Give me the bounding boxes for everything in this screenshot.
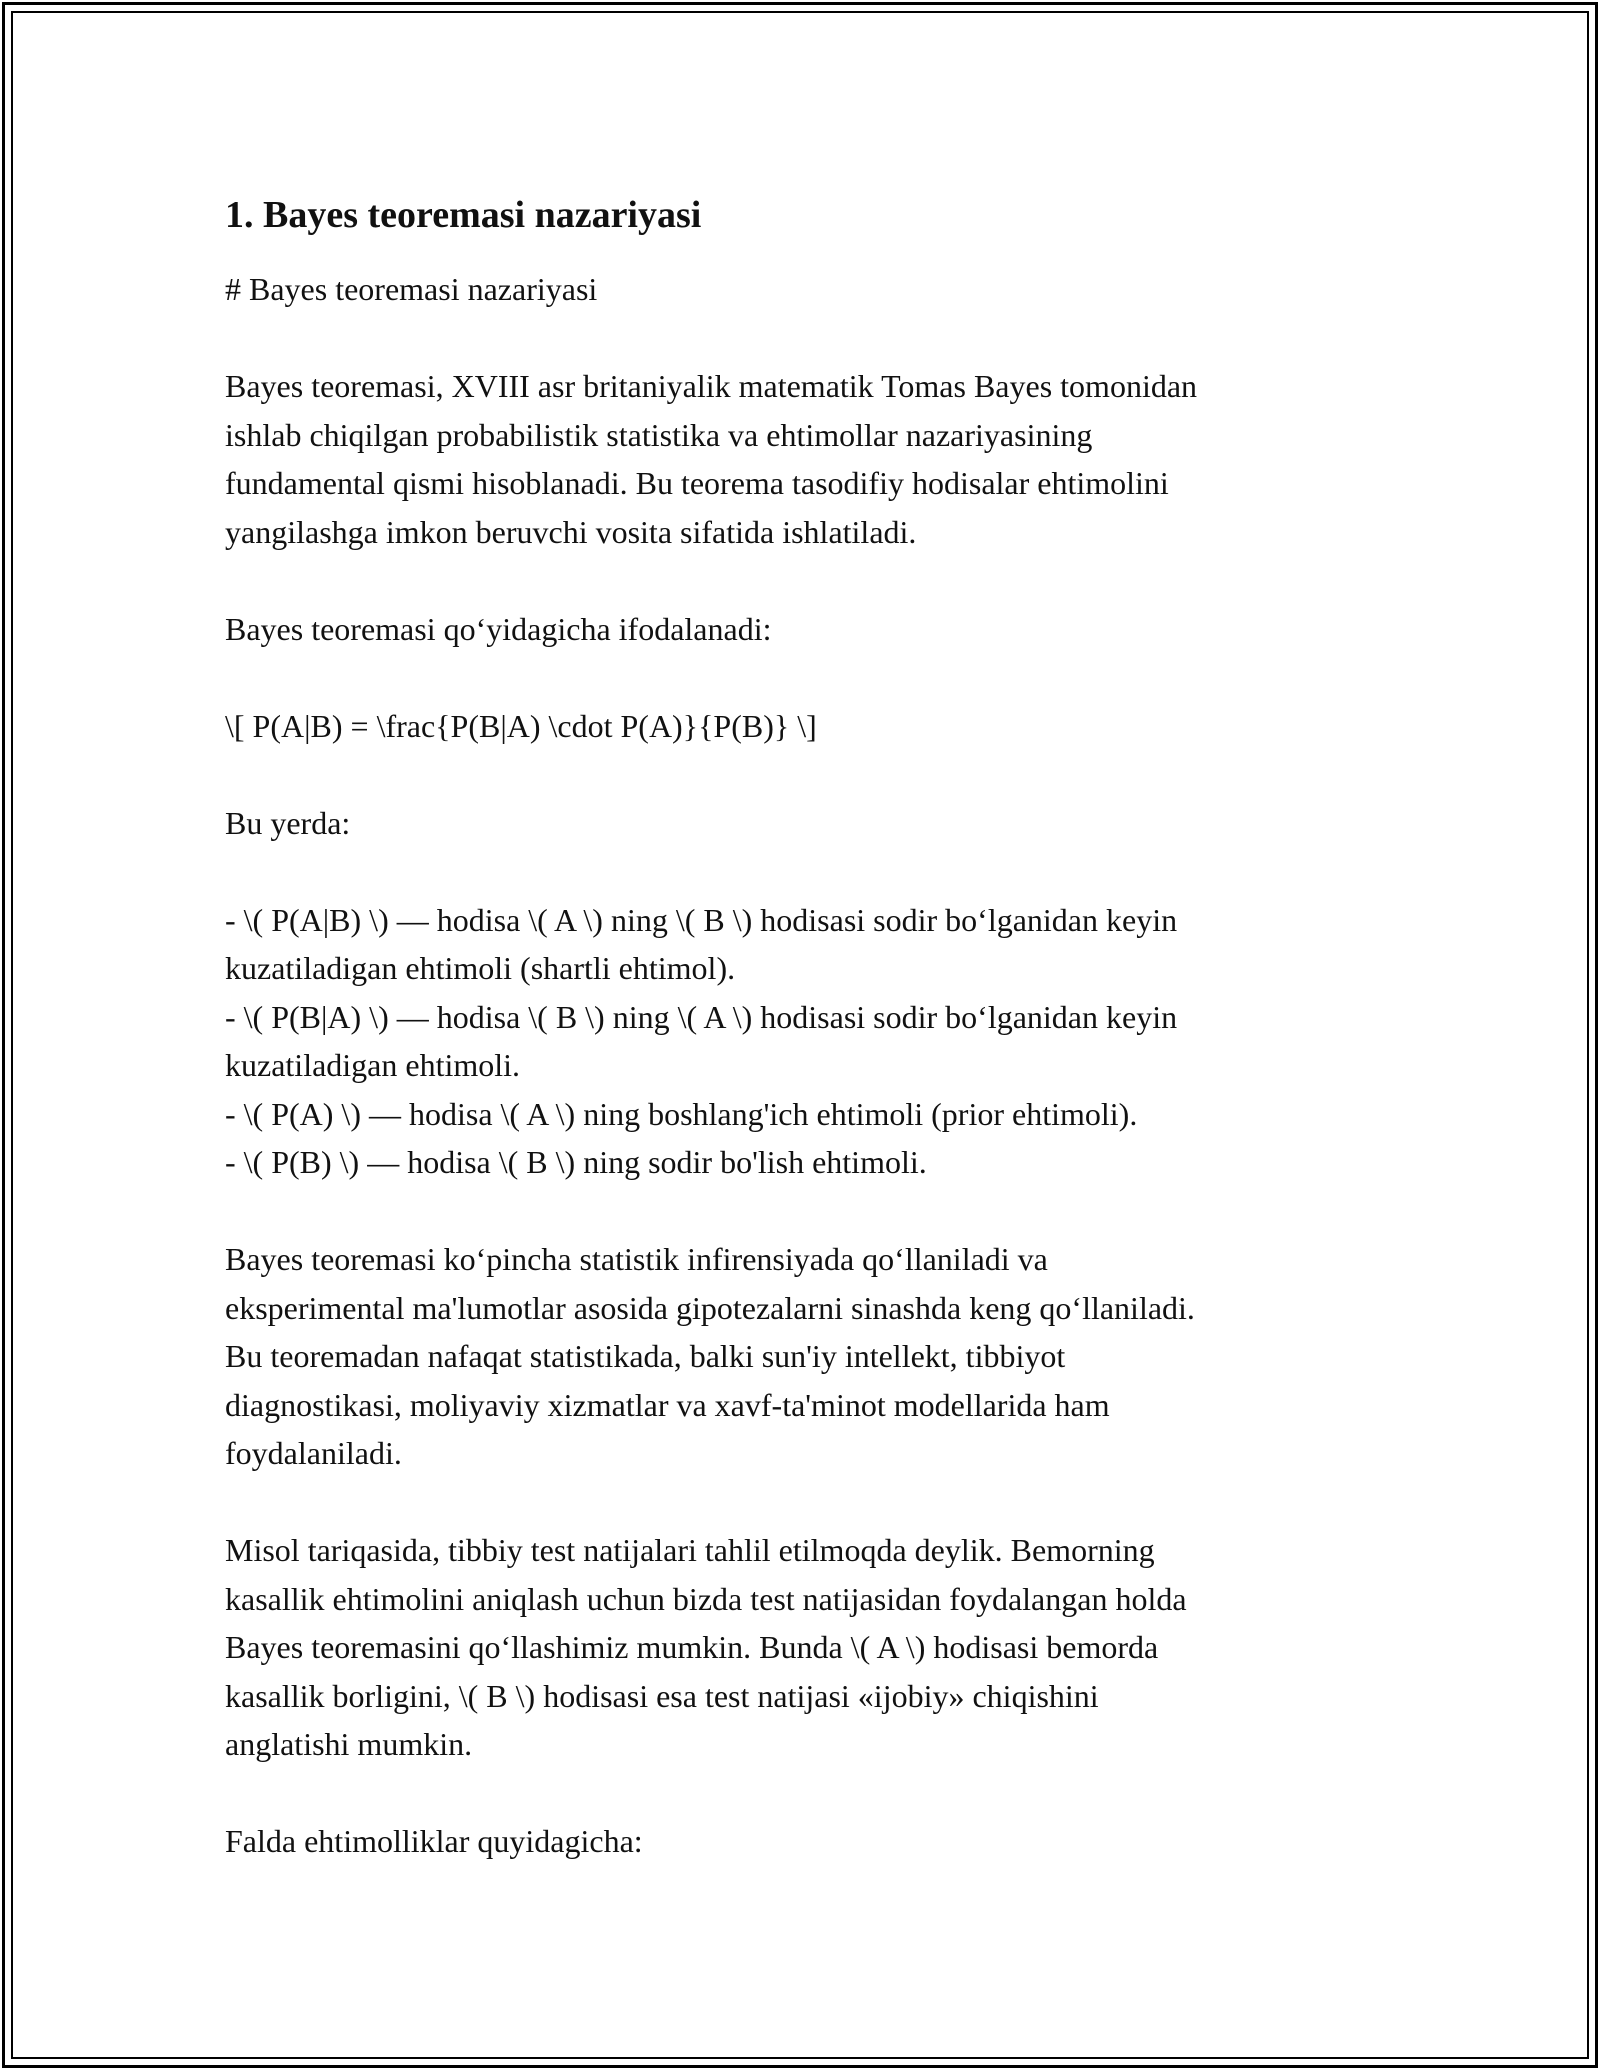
paragraph-gap — [225, 1769, 1375, 1818]
text-line: kuzatiladigan ehtimoli. — [225, 1047, 521, 1083]
text-line: kuzatiladigan ehtimoli (shartli ehtimol). — [225, 950, 736, 986]
paragraph-gap — [225, 314, 1375, 363]
text-line: anglatishi mumkin. — [225, 1726, 473, 1762]
text-line: fundamental qismi hisoblanadi. Bu teorema tasodifiy hodisalar ehtimolini — [225, 465, 1169, 501]
text-line: # Bayes teoremasi nazariyasi — [225, 271, 598, 307]
text-line: Misol tariqasida, tibbiy test natijalari tahlil etilmoqda deylik. Bemorning — [225, 1532, 1155, 1568]
text-line: yangilashga imkon beruvchi vosita sifatida ishlatiladi. — [225, 513, 917, 550]
text-line: Bu yerda: — [225, 804, 351, 841]
text-line: eksperimental ma'lumotlar asosida gipotezalarni sinashda keng qo‘llaniladi. — [225, 1289, 1195, 1326]
text-line: - \( P(B) \) — hodisa \( B \) ning sodir bo'lish ehtimoli. — [225, 1144, 927, 1180]
text-line: foydalaniladi. — [225, 1435, 402, 1471]
text-line: Bayes teoremasi ko‘pincha statistik infirensiyada qo‘llaniladi va — [225, 1241, 1048, 1277]
text-line: Bayes teoremasi, XVIII asr britaniyalik matematik Tomas Bayes tomonidan — [225, 368, 1198, 404]
text-line: Bayes teoremasini qo‘llashimiz mumkin. Bunda \( A \) hodisasi bemorda — [225, 1629, 1159, 1665]
document-body — [225, 185, 1375, 1866]
paragraph-gap — [225, 847, 1375, 896]
text-line: Bayes teoremasi qo‘yidagicha ifodalanadi: — [225, 610, 772, 647]
paragraph-gap — [225, 653, 1375, 702]
page-title: 1. Bayes teoremasi nazariyasi — [225, 194, 702, 236]
text-line: kasallik ehtimolini aniqlash uchun bizda test natijasidan foydalangan holda — [225, 1580, 1187, 1617]
text-line: - \( P(A|B) \) — hodisa \( A \) ning \( B \) hodisasi sodir bo‘lganidan keyin — [225, 901, 1178, 938]
text-line: ishlab chiqilgan probabilistik statistika va ehtimollar nazariyasining — [225, 416, 1093, 453]
paragraph-gap — [225, 1478, 1375, 1527]
paragraph-gap — [225, 750, 1375, 799]
text-line: \[ P(A|B) = \frac{P(B|A) \cdot P(A)}{P(B)} \] — [225, 707, 817, 744]
paragraph-gap — [225, 556, 1375, 605]
text-line: diagnostikasi, moliyaviy xizmatlar va xavf-ta'minot modellarida ham — [225, 1386, 1110, 1423]
paragraph-gap — [225, 1187, 1375, 1236]
text-line: kasallik borligini, \( B \) hodisasi esa test natijasi «ijobiy» chiqishini — [225, 1677, 1099, 1714]
text-line: - \( P(A) \) — hodisa \( A \) ning boshlang'ich ehtimoli (prior ehtimoli). — [225, 1095, 1138, 1132]
document-text — [225, 265, 1375, 1866]
text-line: - \( P(B|A) \) — hodisa \( B \) ning \( A \) hodisasi sodir bo‘lganidan keyin — [225, 998, 1178, 1035]
text-line: Bu teoremadan nafaqat statistikada, balki sun'iy intellekt, tibbiyot — [225, 1338, 1066, 1374]
text-line: Falda ehtimolliklar quyidagicha: — [225, 1823, 643, 1859]
